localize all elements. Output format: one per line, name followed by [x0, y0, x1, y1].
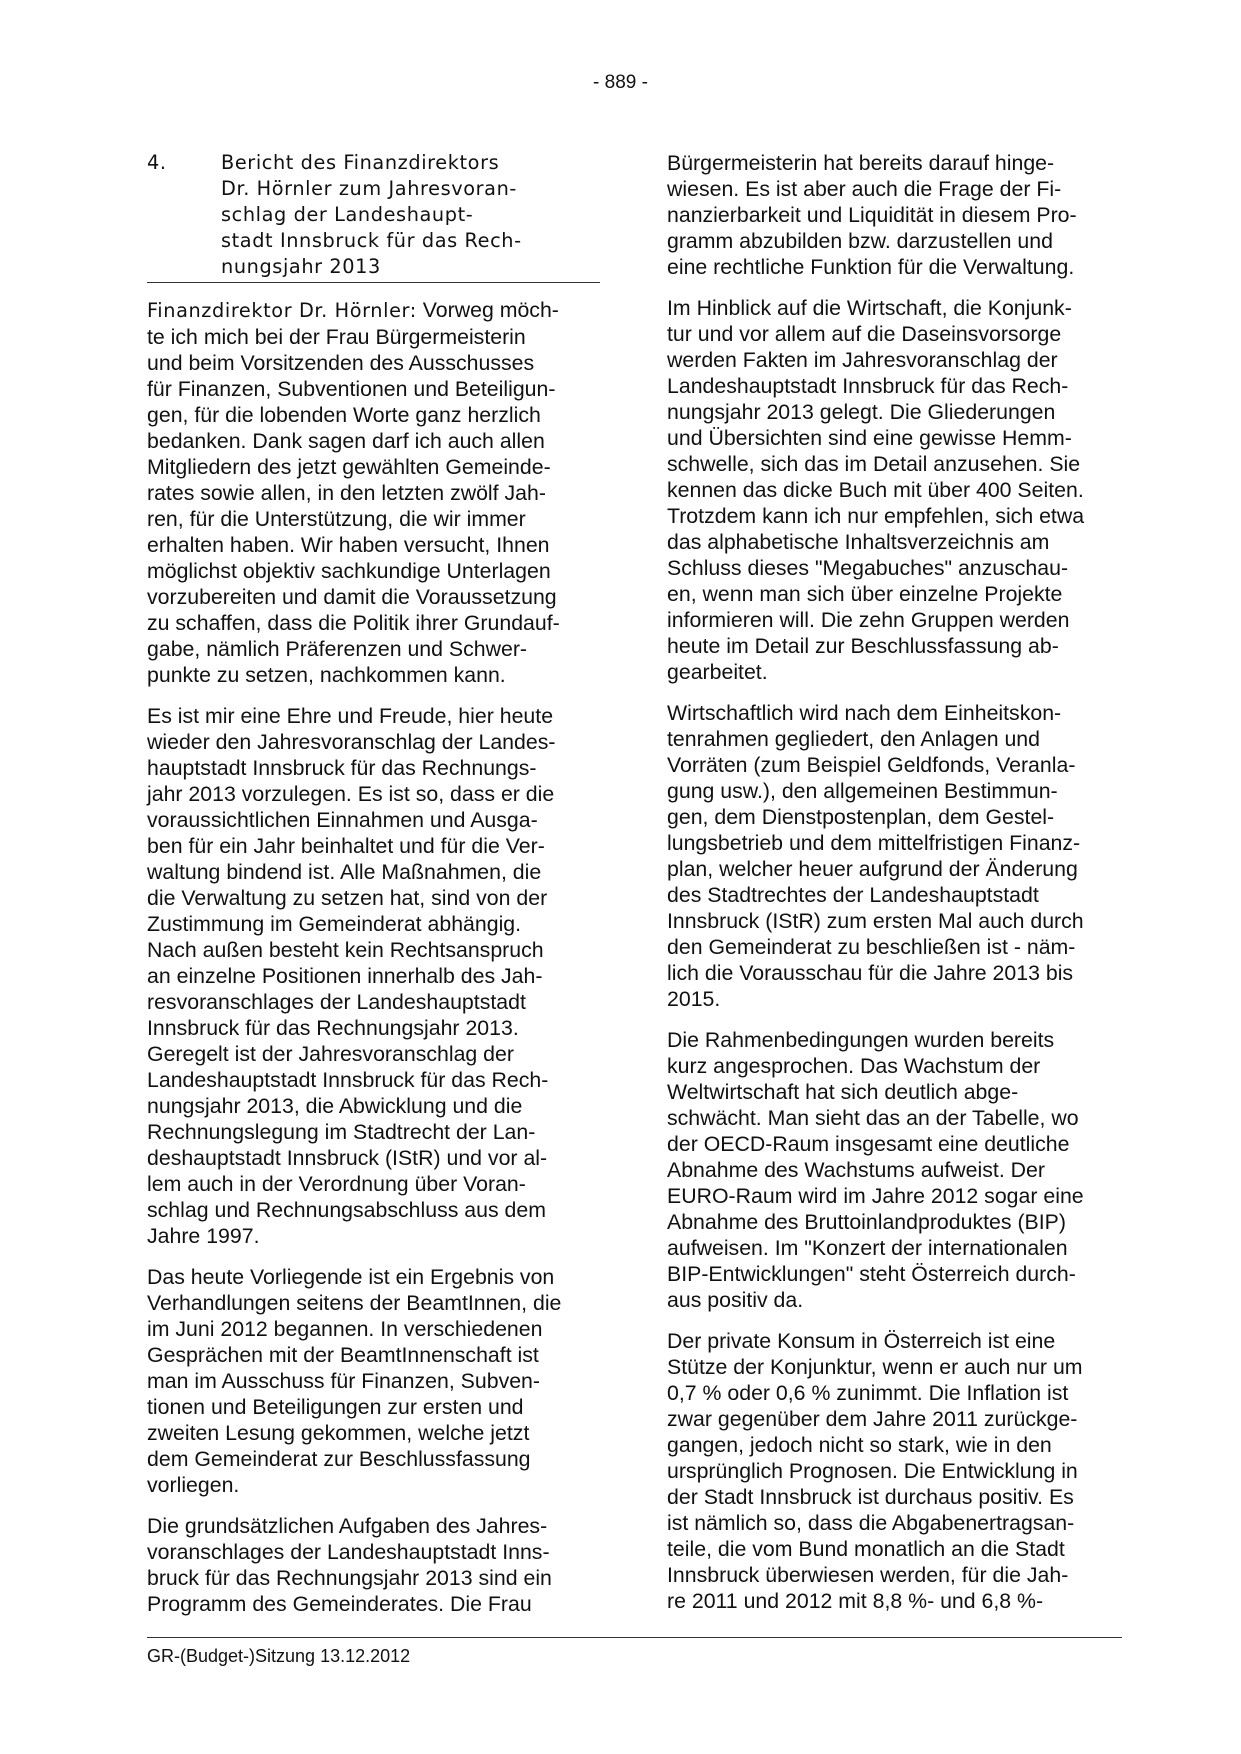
- paragraph-9: Der private Konsum in Österreich ist eine Stütze der Konjunktur, wenn er auch nur um 0,7 % oder 0,6 % zunimmt. Die Inflation ist zwar gegenüber dem Jahre 2011 zurückge- gangen, jedoch nicht so stark, wie in den ursprünglich Prognosen. Die Entwicklung in der Stadt Innsbruck ist durchaus positiv. Es ist nämlich so, dass die Abgabenertragsan- teile, die vom Bund monatlich an die Stadt Innsbruck überwiesen werden, für die Jah- re 2011 und 2012 mit 8,8 %- und 6,8 %-: [667, 1329, 1083, 1613]
- paragraph-5: Bürgermeisterin hat bereits darauf hinge- wiesen. Es ist aber auch die Frage der Fi- nanzierbarkeit und Liquidität in diesem Pro- gramm abzubilden bzw. darzustellen und eine rechtliche Funktion für die Verwaltung.: [667, 151, 1077, 279]
- page-number: - 889 -: [593, 72, 648, 93]
- paragraph-1: [147, 297, 600, 688]
- agenda-title: Bericht des Finanzdirektors Dr. Hörnler zum Jahresvoran- schlag der Landeshaupt- stadt Innsbruck für das Rech- nungsjahr 2013: [221, 151, 522, 278]
- paragraph-1-text: Vorweg möch- te ich mich bei der Frau Bürgermeisterin und beim Vorsitzenden des Ausschusses für Finanzen, Subventionen und Beteiligun- gen, für die lobenden Worte ganz herzlich bedanken. Dank sagen darf ich auch allen Mitgliedern des jetzt gewählten Gemeinde- rates sowie allen, in den letzten zwölf Jah- ren, für die Unterstützung, die wir immer erhalten haben. Wir haben versucht, Ihnen möglichst objektiv sachkundige Unterlagen vorzubereiten und damit die Voraussetzung zu schaffen, dass die Politik ihrer Grundauf- gabe, nämlich Präferenzen und Schwer- punkte zu setzen, nachkommen kann.: [147, 298, 560, 687]
- agenda-number: 4.: [147, 151, 167, 174]
- right-column: [667, 150, 1120, 1629]
- speaker-name: Finanzdirektor Dr. Hörnler:: [147, 299, 417, 322]
- left-column: [147, 150, 600, 1632]
- paragraph-4: Die grundsätzlichen Aufgaben des Jahres- voranschlages der Landeshauptstadt Inns- bruck für das Rechnungsjahr 2013 sind ein Programm des Gemeinderates. Die Frau: [147, 1514, 552, 1616]
- agenda-item: [147, 150, 600, 283]
- paragraph-7: Wirtschaftlich wird nach dem Einheitskon- tenrahmen gegliedert, den Anlagen und Vorräten (zum Beispiel Geldfonds, Veranla- gung usw.), den allgemeinen Bestimmun- gen, dem Dienstpostenplan, dem Gestel- lungsbetrieb und dem mittelfristigen Finanz- plan, welcher heuer aufgrund der Änderung des Stadtrechtes der Landeshauptstadt Innsbruck (IStR) zum ersten Mal auch durch den Gemeinderat zu beschließen ist - näm- lich die Vorausschau für die Jahre 2013 bis 2015.: [667, 701, 1084, 1011]
- paragraph-3: Das heute Vorliegende ist ein Ergebnis von Verhandlungen seitens der BeamtInnen, die im Juni 2012 begannen. In verschiedenen Gesprächen mit der BeamtInnenschaft ist man im Ausschuss für Finanzen, Subven- tionen und Beteiligungen zur ersten und zweiten Lesung gekommen, welche jetzt dem Gemeinderat zur Beschlussfassung vorliegen.: [147, 1265, 562, 1497]
- paragraph-6: Im Hinblick auf die Wirtschaft, die Konjunk- tur und vor allem auf die Daseinsvorsorge werden Fakten im Jahresvoranschlag der Landeshauptstadt Innsbruck für das Rech- nungsjahr 2013 gelegt. Die Gliederungen und Übersichten sind eine gewisse Hemm- schwelle, sich das im Detail anzusehen. Sie kennen das dicke Buch mit über 400 Seiten. Trotzdem kann ich nur empfehlen, sich etwa das alphabetische Inhaltsverzeichnis am Schluss dieses "Megabuches" anzuschau- en, wenn man sich über einzelne Projekte informieren will. Die zehn Gruppen werden heute im Detail zur Beschlussfassung ab- gearbeitet.: [667, 296, 1085, 684]
- paragraph-2: Es ist mir eine Ehre und Freude, hier heute wieder den Jahresvoranschlag der Landes- hauptstadt Innsbruck für das Rechnungs- jahr 2013 vorzulegen. Es ist so, dass er die voraussichtlichen Einnahmen und Ausga- ben für ein Jahr beinhaltet und für die Ver- waltung bindend ist. Alle Maßnahmen, die die Verwaltung zu setzen hat, sind von der Zustimmung im Gemeinderat abhängig. Nach außen besteht kein Rechtsanspruch an einzelne Positionen innerhalb des Jah- resvoranschlages der Landeshauptstadt Innsbruck für das Rechnungsjahr 2013. Geregelt ist der Jahresvoranschlag der Landeshauptstadt Innsbruck für das Rech- nungsjahr 2013, die Abwicklung und die Rechnungslegung im Stadtrecht der Lan- deshauptstadt Innsbruck (IStR) und vor al- lem auch in der Verordnung über Voran- schlag und Rechnungsabschluss aus dem Jahre 1997.: [147, 704, 556, 1248]
- footer-divider: [147, 1637, 1122, 1638]
- paragraph-8: Die Rahmenbedingungen wurden bereits kurz angesprochen. Das Wachstum der Weltwirtschaft hat sich deutlich abge- schwächt. Man sieht das an der Tabelle, wo der OECD-Raum insgesamt eine deutliche Abnahme des Wachstums aufweist. Der EURO-Raum wird im Jahre 2012 sogar eine Abnahme des Bruttoinlandproduktes (BIP) aufweisen. Im "Konzert der internationalen BIP-Entwicklungen" steht Österreich durch- aus positiv da.: [667, 1028, 1084, 1312]
- footer-text: GR-(Budget-)Sitzung 13.12.2012: [147, 1646, 411, 1666]
